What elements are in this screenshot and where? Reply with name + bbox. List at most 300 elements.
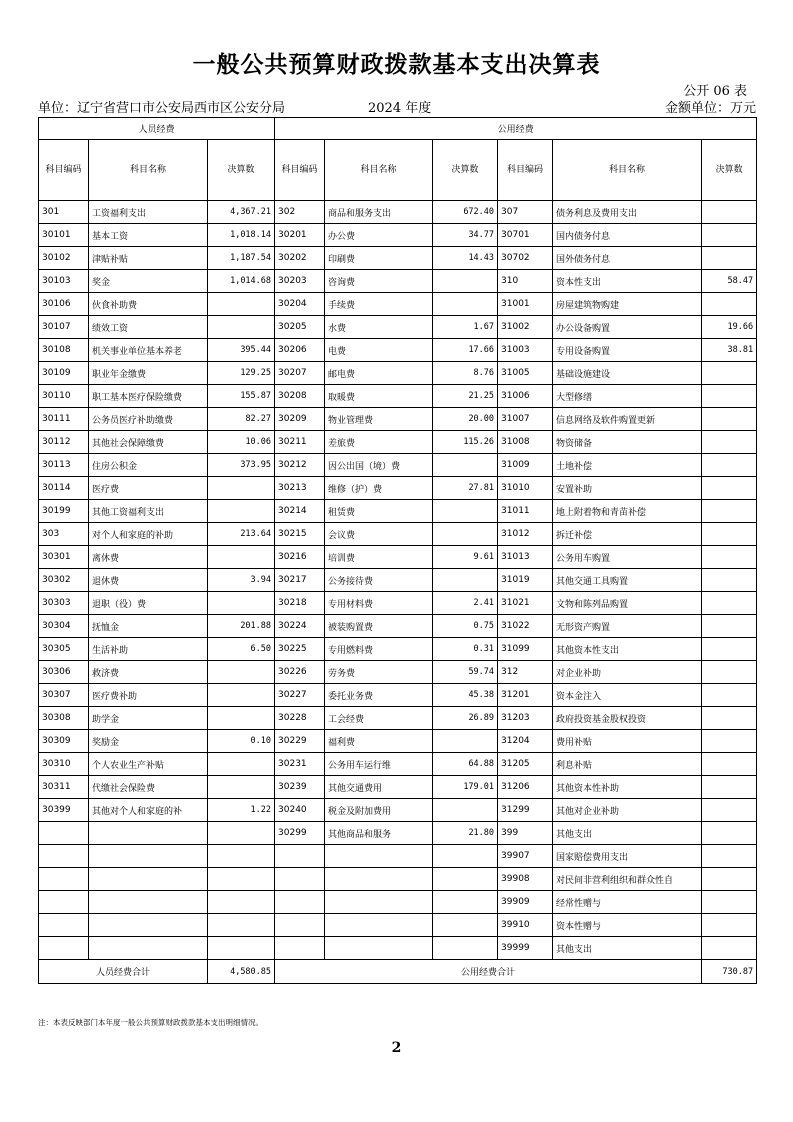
header-amount: 决算数 [702,140,757,201]
item-name [89,845,208,868]
item-name: 助学金 [89,707,208,730]
column-header-row [39,140,757,201]
item-name: 专用设备购置 [553,339,702,362]
item-amount [702,247,757,270]
item-code: 30224 [275,615,325,638]
item-name: 福利费 [325,730,433,753]
item-name: 奖金 [89,270,208,293]
item-amount [702,730,757,753]
item-amount [702,891,757,914]
item-amount [433,270,498,293]
item-name [89,822,208,845]
item-code: 30305 [39,638,89,661]
item-name: 维修（护）费 [325,477,433,500]
table-row [39,799,757,822]
table-row [39,454,757,477]
item-code [39,937,89,960]
item-name [89,868,208,891]
header-amount: 决算数 [208,140,275,201]
item-name: 差旅费 [325,431,433,454]
item-name: 职工基本医疗保险缴费 [89,385,208,408]
item-amount: 2.41 [433,592,498,615]
item-amount: 1,187.54 [208,247,275,270]
item-code [275,914,325,937]
item-amount [702,822,757,845]
item-code: 30214 [275,500,325,523]
item-code [275,845,325,868]
item-code: 31022 [498,615,553,638]
item-amount [433,937,498,960]
item-code: 31007 [498,408,553,431]
table-row [39,592,757,615]
item-name: 其他交通费用 [325,776,433,799]
item-name: 国家赔偿费用支出 [553,845,702,868]
item-amount [702,868,757,891]
item-code: 310 [498,270,553,293]
item-amount: 26.89 [433,707,498,730]
item-code [39,891,89,914]
item-name [325,845,433,868]
item-name: 其他社会保障缴费 [89,431,208,454]
item-code: 30215 [275,523,325,546]
table-row [39,316,757,339]
item-name [89,891,208,914]
item-code: 30207 [275,362,325,385]
table-code: 公开 06 表 [683,84,747,99]
item-name: 工会经费 [325,707,433,730]
item-code: 30202 [275,247,325,270]
item-name: 政府投资基金股权投资 [553,707,702,730]
item-amount: 1,014.68 [208,270,275,293]
item-code: 31204 [498,730,553,753]
item-name: 邮电费 [325,362,433,385]
item-code: 30102 [39,247,89,270]
item-code: 39999 [498,937,553,960]
item-code: 30112 [39,431,89,454]
table-row [39,569,757,592]
item-amount: 0.10 [208,730,275,753]
item-amount: 82.27 [208,408,275,431]
item-amount: 9.61 [433,546,498,569]
item-code: 30240 [275,799,325,822]
table-row [39,500,757,523]
item-amount [702,592,757,615]
item-name: 基本工资 [89,224,208,247]
table-row [39,362,757,385]
item-amount [208,914,275,937]
item-code: 31012 [498,523,553,546]
item-name: 专用材料费 [325,592,433,615]
item-code: 30113 [39,454,89,477]
item-name: 奖励金 [89,730,208,753]
item-code: 39908 [498,868,553,891]
item-amount [433,914,498,937]
item-code: 30103 [39,270,89,293]
item-code: 30228 [275,707,325,730]
item-name: 个人农业生产补贴 [89,753,208,776]
item-amount: 21.80 [433,822,498,845]
item-name: 安置补助 [553,477,702,500]
item-name: 退休费 [89,569,208,592]
item-name: 医疗费 [89,477,208,500]
item-amount: 20.00 [433,408,498,431]
item-name: 因公出国（境）费 [325,454,433,477]
amount-unit-label: 金额单位：万元 [664,101,756,116]
item-code [275,868,325,891]
item-name: 土地补偿 [553,454,702,477]
item-name: 离休费 [89,546,208,569]
item-amount [702,431,757,454]
item-amount [702,914,757,937]
item-amount [702,799,757,822]
item-code: 30231 [275,753,325,776]
item-name: 对民间非营利组织和群众性自 [553,868,702,891]
item-amount [702,661,757,684]
item-amount [208,546,275,569]
item-name: 工资福利支出 [89,201,208,224]
item-amount [208,937,275,960]
page-title: 一般公共预算财政拨款基本支出决算表 [192,52,601,78]
item-name: 资本性支出 [553,270,702,293]
item-name: 租赁费 [325,500,433,523]
item-code: 31205 [498,753,553,776]
item-code [39,868,89,891]
item-amount [208,661,275,684]
table-row [39,868,757,891]
item-code: 302 [275,201,325,224]
item-amount: 8.76 [433,362,498,385]
table-row [39,753,757,776]
header-name: 科目名称 [553,140,702,201]
item-code: 30311 [39,776,89,799]
item-amount [702,776,757,799]
year-label: 2024 年度 [368,101,432,116]
item-code: 30306 [39,661,89,684]
table-row [39,615,757,638]
item-name: 被装购置费 [325,615,433,638]
item-code: 399 [498,822,553,845]
item-name: 公务员医疗补助缴费 [89,408,208,431]
item-code: 30302 [39,569,89,592]
item-amount [433,454,498,477]
item-amount [702,293,757,316]
public-total-value: 730.87 [702,960,757,984]
item-name: 公务用车运行维 [325,753,433,776]
item-name: 津贴补贴 [89,247,208,270]
item-name: 手续费 [325,293,433,316]
item-amount [702,362,757,385]
item-amount [208,868,275,891]
item-name: 委托业务费 [325,684,433,707]
table-row [39,546,757,569]
item-name: 公务接待费 [325,569,433,592]
item-code: 30209 [275,408,325,431]
item-name: 基础设施建设 [553,362,702,385]
item-amount: 6.50 [208,638,275,661]
item-name [325,868,433,891]
item-code: 30309 [39,730,89,753]
header-code: 科目编码 [39,140,89,201]
item-code: 30301 [39,546,89,569]
item-amount: 59.74 [433,661,498,684]
item-name: 取暖费 [325,385,433,408]
item-code: 307 [498,201,553,224]
item-code: 30203 [275,270,325,293]
item-amount: 672.40 [433,201,498,224]
table-row [39,891,757,914]
item-name: 公务用车购置 [553,546,702,569]
public-total-label: 公用经费合计 [275,960,702,984]
item-name: 对企业补助 [553,661,702,684]
item-code: 30101 [39,224,89,247]
item-code: 30218 [275,592,325,615]
item-code: 31019 [498,569,553,592]
item-name: 大型修缮 [553,385,702,408]
table-row [39,937,757,960]
item-amount [433,500,498,523]
item-name: 住房公积金 [89,454,208,477]
item-name: 其他对个人和家庭的补 [89,799,208,822]
item-name: 无形资产购置 [553,615,702,638]
table-row [39,730,757,753]
item-code: 30217 [275,569,325,592]
item-name: 利息补贴 [553,753,702,776]
item-amount [702,546,757,569]
page-number: 2 [391,1040,402,1056]
item-name [325,891,433,914]
item-name: 其他资本性支出 [553,638,702,661]
item-code: 31006 [498,385,553,408]
item-amount: 373.95 [208,454,275,477]
item-amount [208,753,275,776]
item-name: 税金及附加费用 [325,799,433,822]
table-row [39,822,757,845]
item-amount: 45.38 [433,684,498,707]
item-amount [702,224,757,247]
item-amount: 38.81 [702,339,757,362]
item-code: 31010 [498,477,553,500]
item-code: 30108 [39,339,89,362]
item-amount: 0.31 [433,638,498,661]
item-code: 30199 [39,500,89,523]
item-amount [433,845,498,868]
item-amount [208,845,275,868]
item-code: 30107 [39,316,89,339]
item-amount [702,500,757,523]
item-name: 物资储备 [553,431,702,454]
item-code: 31005 [498,362,553,385]
item-name: 其他交通工具购置 [553,569,702,592]
table-row [39,477,757,500]
personnel-total-value: 4,580.85 [208,960,275,984]
table-row [39,845,757,868]
header-code: 科目编码 [498,140,553,201]
item-code: 31013 [498,546,553,569]
item-amount [702,569,757,592]
item-name: 其他支出 [553,937,702,960]
item-amount: 201.88 [208,615,275,638]
table-row [39,684,757,707]
item-name [325,937,433,960]
item-code: 31203 [498,707,553,730]
section-public: 公用经费 [275,118,757,140]
item-amount [702,523,757,546]
item-name: 抚恤金 [89,615,208,638]
item-name [325,914,433,937]
item-name: 机关事业单位基本养老 [89,339,208,362]
item-name: 绩效工资 [89,316,208,339]
item-amount: 58.47 [702,270,757,293]
item-code: 30204 [275,293,325,316]
item-code: 31201 [498,684,553,707]
item-name: 信息网络及软件购置更新 [553,408,702,431]
item-amount [208,707,275,730]
item-amount: 64.88 [433,753,498,776]
item-name: 退职（役）费 [89,592,208,615]
item-code: 30310 [39,753,89,776]
item-amount: 10.06 [208,431,275,454]
item-amount [433,799,498,822]
item-code: 30208 [275,385,325,408]
table-row [39,201,757,224]
item-amount [208,293,275,316]
personnel-total-label: 人员经费合计 [39,960,208,984]
header-amount: 决算数 [433,140,498,201]
item-amount [702,454,757,477]
item-name: 办公设备购置 [553,316,702,339]
item-amount [433,523,498,546]
item-amount [208,592,275,615]
item-code: 30110 [39,385,89,408]
item-name: 文物和陈列品购置 [553,592,702,615]
item-amount [702,684,757,707]
item-code: 30205 [275,316,325,339]
item-name: 电费 [325,339,433,362]
item-code [39,822,89,845]
item-amount: 115.26 [433,431,498,454]
item-code: 30201 [275,224,325,247]
header-name: 科目名称 [325,140,433,201]
table-row [39,431,757,454]
item-code: 31021 [498,592,553,615]
item-amount: 19.66 [702,316,757,339]
table-row [39,707,757,730]
table-row [39,270,757,293]
item-code: 31001 [498,293,553,316]
item-name: 其他工资福利支出 [89,500,208,523]
item-name [89,937,208,960]
item-name: 国外债务付息 [553,247,702,270]
item-amount: 21.25 [433,385,498,408]
item-amount: 213.64 [208,523,275,546]
item-amount [702,385,757,408]
table-row [39,661,757,684]
item-code: 31206 [498,776,553,799]
totals-row [39,960,757,984]
item-code: 30226 [275,661,325,684]
item-name: 救济费 [89,661,208,684]
item-amount [208,500,275,523]
item-code: 30114 [39,477,89,500]
item-name: 会议费 [325,523,433,546]
item-name: 印刷费 [325,247,433,270]
section-personnel: 人员经费 [39,118,275,140]
item-code: 30307 [39,684,89,707]
item-code: 30213 [275,477,325,500]
item-amount [208,776,275,799]
item-amount [208,822,275,845]
item-code: 39910 [498,914,553,937]
item-name: 职业年金缴费 [89,362,208,385]
item-code: 30304 [39,615,89,638]
item-amount [702,845,757,868]
item-amount [702,615,757,638]
expenditure-table [38,117,757,984]
item-amount [208,477,275,500]
item-code: 31003 [498,339,553,362]
item-name: 拆迁补偿 [553,523,702,546]
item-amount: 17.66 [433,339,498,362]
item-amount: 155.87 [208,385,275,408]
item-amount: 1.22 [208,799,275,822]
item-name: 其他支出 [553,822,702,845]
header-name: 科目名称 [89,140,208,201]
item-code: 30206 [275,339,325,362]
item-amount: 4,367.21 [208,201,275,224]
item-amount: 0.75 [433,615,498,638]
item-name: 国内债务付息 [553,224,702,247]
item-code: 39909 [498,891,553,914]
table-row [39,247,757,270]
item-amount [702,408,757,431]
header-code: 科目编码 [275,140,325,201]
item-code: 30211 [275,431,325,454]
item-code: 30239 [275,776,325,799]
item-code: 30225 [275,638,325,661]
item-amount [702,201,757,224]
item-amount [208,316,275,339]
item-name: 其他对企业补助 [553,799,702,822]
item-amount: 3.94 [208,569,275,592]
item-amount [433,569,498,592]
item-code: 30299 [275,822,325,845]
item-name: 伙食补助费 [89,293,208,316]
item-amount [702,477,757,500]
item-amount: 179.01 [433,776,498,799]
item-code: 30702 [498,247,553,270]
item-code [39,845,89,868]
table-row [39,293,757,316]
item-amount [702,707,757,730]
item-name: 专用燃料费 [325,638,433,661]
item-code: 31011 [498,500,553,523]
item-name: 培训费 [325,546,433,569]
table-row [39,385,757,408]
item-amount [433,891,498,914]
item-code: 30227 [275,684,325,707]
table-row [39,339,757,362]
item-amount: 34.77 [433,224,498,247]
item-code: 31009 [498,454,553,477]
item-code: 30109 [39,362,89,385]
unit-row [38,97,756,115]
item-name: 房屋建筑物购建 [553,293,702,316]
item-amount [208,684,275,707]
item-code: 30212 [275,454,325,477]
item-name: 资本金注入 [553,684,702,707]
item-amount: 129.25 [208,362,275,385]
item-code: 30111 [39,408,89,431]
